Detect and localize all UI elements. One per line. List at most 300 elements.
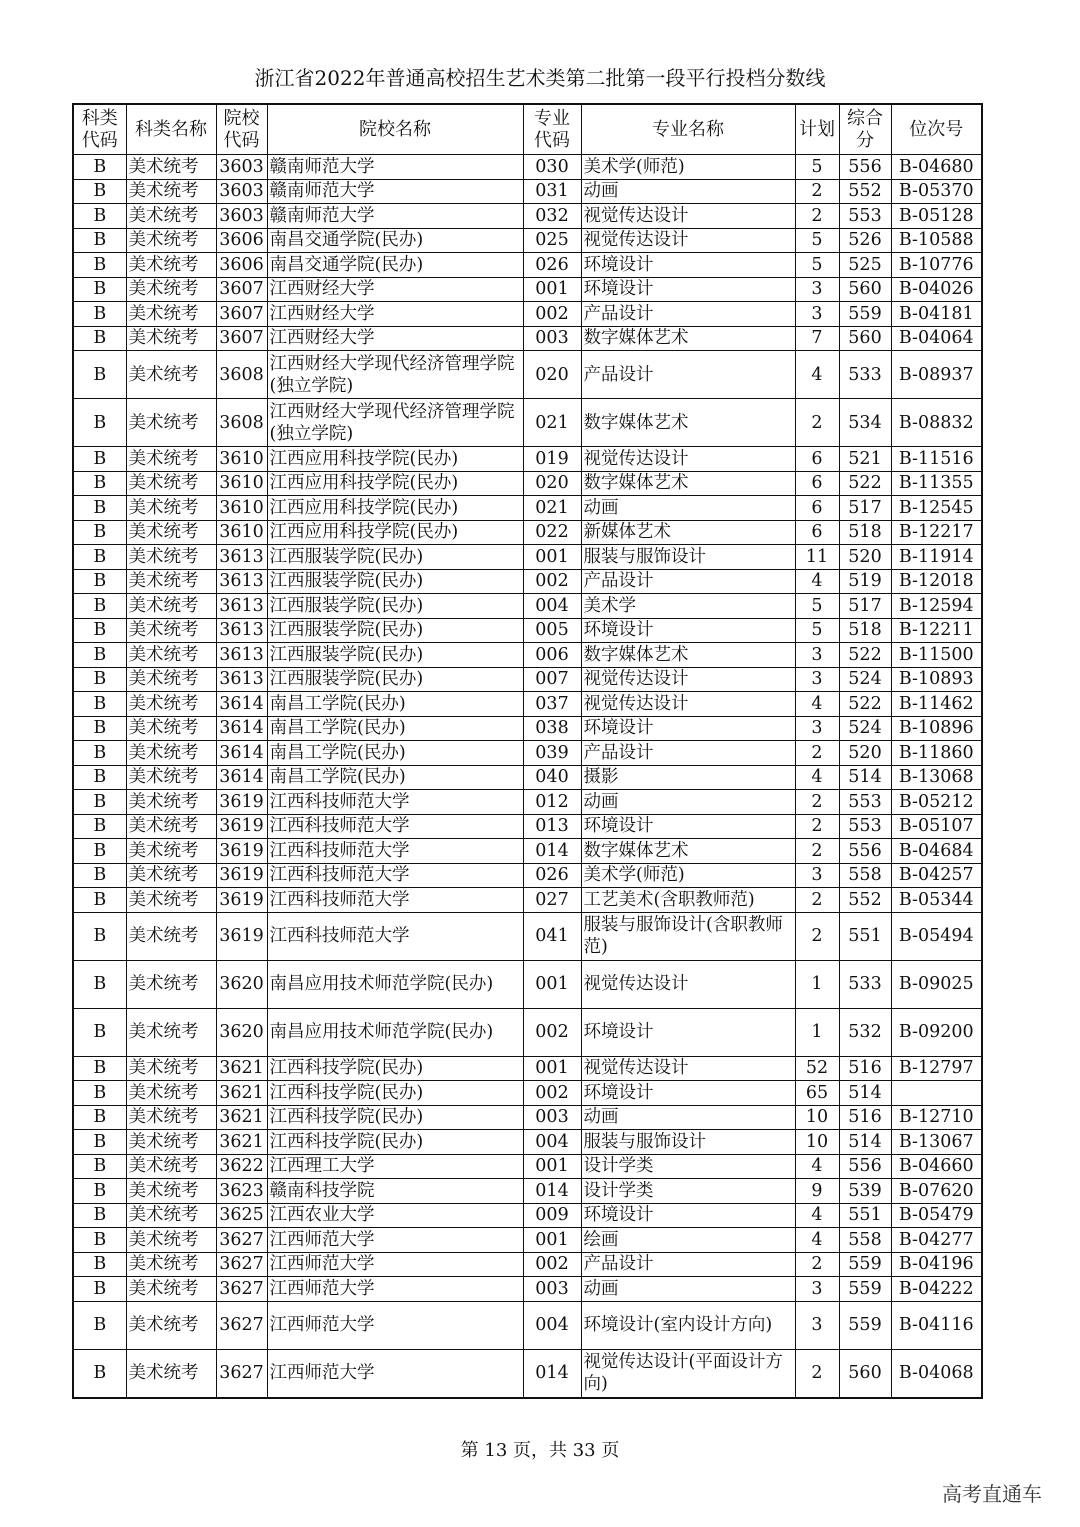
table-cell: 产品设计 [581,741,795,766]
table-cell: 江西农业大学 [267,1203,523,1228]
table-cell: 3 [795,277,839,302]
table-row [73,447,982,472]
table-row [73,1081,982,1106]
table-row [73,912,982,960]
table-cell: 2 [795,1349,839,1398]
table-cell: 服装与服饰设计 [581,545,795,570]
table-cell: B-12594 [891,594,982,619]
table-cell: B [73,618,126,643]
table-cell: B [73,1105,126,1130]
table-cell: B-10893 [891,667,982,692]
table-row [73,765,982,790]
table-cell: B [73,960,126,1008]
table-cell: 020 [523,471,581,496]
table-cell: 赣南师范大学 [267,155,523,180]
table-row [73,960,982,1008]
table-cell: 007 [523,667,581,692]
table-cell: B-11462 [891,692,982,717]
table-cell: 3603 [216,179,267,204]
table-row [73,888,982,913]
table-cell: 560 [839,326,891,351]
table-cell: 520 [839,741,891,766]
table-cell: 031 [523,179,581,204]
table-cell: 江西财经大学 [267,326,523,351]
table-cell: 3627 [216,1277,267,1302]
table-cell: 南昌交通学院(民办) [267,228,523,253]
table-cell: 014 [523,1349,581,1398]
table-cell: 美术统考 [126,618,216,643]
table-row [73,471,982,496]
table-cell: 绘画 [581,1228,795,1253]
table-cell: 美术统考 [126,351,216,399]
table-cell: 环境设计 [581,1081,795,1106]
table-cell: 1 [795,1008,839,1056]
table-cell: B [73,1349,126,1398]
table-cell: 517 [839,496,891,521]
table-cell: 039 [523,741,581,766]
table-row [73,1130,982,1155]
table-cell: 环境设计 [581,277,795,302]
table-cell: B-11355 [891,471,982,496]
watermark: 高考直通车 [942,1482,1042,1506]
table-cell: 环境设计(室内设计方向) [581,1301,795,1349]
table-cell: 江西服装学院(民办) [267,594,523,619]
table-cell: 美术统考 [126,765,216,790]
table-cell: 3619 [216,863,267,888]
table-cell: B [73,277,126,302]
table-cell: 3607 [216,326,267,351]
table-cell: 032 [523,204,581,229]
table-cell: B-04680 [891,155,982,180]
table-row [73,1056,982,1081]
table-cell: B [73,716,126,741]
table-row [73,1008,982,1056]
table-cell: 11 [795,545,839,570]
table-cell: 3621 [216,1081,267,1106]
table-cell: 3603 [216,155,267,180]
table-cell: 动画 [581,1105,795,1130]
table-cell: 516 [839,1056,891,1081]
table-row [73,1105,982,1130]
table-cell: 3 [795,863,839,888]
table-cell: 江西应用科技学院(民办) [267,447,523,472]
table-cell: 江西师范大学 [267,1301,523,1349]
table-cell: 526 [839,228,891,253]
table-cell: 美术统考 [126,1008,216,1056]
table-row [73,179,982,204]
table-cell: 559 [839,302,891,327]
table-cell: 539 [839,1179,891,1204]
table-cell: 美术统考 [126,1056,216,1081]
table-row [73,618,982,643]
table-cell: B-12545 [891,496,982,521]
table-cell: 013 [523,814,581,839]
table-cell: B [73,912,126,960]
table-cell: 525 [839,253,891,278]
table-cell: 环境设计 [581,1203,795,1228]
table-cell: 518 [839,618,891,643]
table-cell: 514 [839,765,891,790]
table-cell: 3627 [216,1252,267,1277]
table-row [73,520,982,545]
table-cell: 美术统考 [126,839,216,864]
table-cell: 560 [839,1349,891,1398]
table-cell: 视觉传达设计 [581,667,795,692]
table-cell: 数字媒体艺术 [581,326,795,351]
table-cell: 江西服装学院(民办) [267,643,523,668]
table-cell: 5 [795,155,839,180]
table-cell: 环境设计 [581,716,795,741]
table-cell: 美术学(师范) [581,863,795,888]
table-cell: 3614 [216,741,267,766]
table-cell: 3623 [216,1179,267,1204]
table-cell: 环境设计 [581,1008,795,1056]
table-cell: 美术统考 [126,399,216,447]
table-cell: 美术统考 [126,1301,216,1349]
header-cell: 计划 [795,104,839,155]
table-row [73,692,982,717]
table-cell: 美术统考 [126,326,216,351]
table-cell: B-09200 [891,1008,982,1056]
table-cell: 美术统考 [126,912,216,960]
table-cell: 002 [523,1008,581,1056]
table-row [73,790,982,815]
table-row [73,399,982,447]
page-title: 浙江省2022年普通高校招生艺术类第二批第一段平行投档分数线 [254,66,826,90]
table-cell: B-07620 [891,1179,982,1204]
table-cell: B [73,1228,126,1253]
table-cell: 521 [839,447,891,472]
table-cell: 5 [795,618,839,643]
table-cell: 3 [795,1301,839,1349]
table-cell: B [73,863,126,888]
table-cell: 001 [523,1154,581,1179]
table-cell: 美术统考 [126,667,216,692]
table-cell: B-12710 [891,1105,982,1130]
table-cell: 3614 [216,692,267,717]
table-cell: 美术统考 [126,447,216,472]
table-cell: 江西科技学院(民办) [267,1105,523,1130]
table-cell: B-04660 [891,1154,982,1179]
table-row [73,863,982,888]
table-cell: 6 [795,447,839,472]
table-cell: 江西财经大学 [267,302,523,327]
table-cell: 014 [523,839,581,864]
header-cell: 科类名称 [126,104,216,155]
table-cell: B [73,1154,126,1179]
table-cell: 美术统考 [126,716,216,741]
table-cell: 516 [839,1105,891,1130]
table-cell: 2 [795,1252,839,1277]
table-cell: 3613 [216,545,267,570]
table-cell: B-04181 [891,302,982,327]
table-cell: B [73,326,126,351]
table-cell: 037 [523,692,581,717]
table-cell: 美术统考 [126,520,216,545]
table-cell: 江西科技学院(民办) [267,1056,523,1081]
table-row [73,326,982,351]
table-cell: B [73,253,126,278]
table-cell: 520 [839,545,891,570]
table-cell: B-04068 [891,1349,982,1398]
table-cell: 10 [795,1105,839,1130]
table-cell: 江西师范大学 [267,1277,523,1302]
table-cell: B [73,1301,126,1349]
table-cell: 江西科技学院(民办) [267,1081,523,1106]
table-row [73,643,982,668]
table-cell: 美术统考 [126,228,216,253]
table-cell: 美术统考 [126,496,216,521]
table-cell: 美术统考 [126,960,216,1008]
table-cell: 美术统考 [126,253,216,278]
table-row [73,814,982,839]
table-cell: 视觉传达设计 [581,692,795,717]
table-cell: B [73,179,126,204]
table-cell: 3627 [216,1228,267,1253]
table-cell: B [73,204,126,229]
table-row [73,1301,982,1349]
table-row [73,667,982,692]
table-cell: 南昌应用技术师范学院(民办) [267,960,523,1008]
table-cell: 动画 [581,179,795,204]
table-cell: 3603 [216,204,267,229]
table-cell: 559 [839,1252,891,1277]
table-cell: B-04116 [891,1301,982,1349]
table-cell: B-11860 [891,741,982,766]
table-cell: 美术统考 [126,888,216,913]
table-cell: 赣南师范大学 [267,179,523,204]
table-cell: 产品设计 [581,302,795,327]
table-cell: 2 [795,790,839,815]
table-cell: 产品设计 [581,569,795,594]
table-cell: 6 [795,520,839,545]
table-cell: 美术统考 [126,1203,216,1228]
table-cell: 003 [523,326,581,351]
table-cell: 江西科技师范大学 [267,888,523,913]
table-cell: 2 [795,204,839,229]
table-cell: 数字媒体艺术 [581,399,795,447]
table-cell: 553 [839,204,891,229]
table-cell: 517 [839,594,891,619]
table-cell: 3619 [216,888,267,913]
table-row [73,351,982,399]
table-cell: 534 [839,399,891,447]
table-cell: 3613 [216,643,267,668]
table-cell: B-11914 [891,545,982,570]
table-cell: 558 [839,1228,891,1253]
table-row [73,228,982,253]
table-cell: 2 [795,741,839,766]
table-cell: 021 [523,496,581,521]
table-cell: 江西服装学院(民办) [267,618,523,643]
table-row [73,253,982,278]
table-cell: B [73,741,126,766]
table-cell: 556 [839,839,891,864]
table-cell: 江西科技师范大学 [267,814,523,839]
table-cell: 3 [795,643,839,668]
table-row [73,1349,982,1398]
table-cell: B [73,765,126,790]
table-cell: 3606 [216,228,267,253]
table-cell: 553 [839,790,891,815]
table-cell: B [73,228,126,253]
table-cell: 4 [795,351,839,399]
table-cell: 美术统考 [126,1130,216,1155]
table-cell: 003 [523,1277,581,1302]
table-cell: 524 [839,716,891,741]
table-cell: 4 [795,569,839,594]
table-cell: 005 [523,618,581,643]
header-cell: 专业代码 [523,104,581,155]
table-body [73,155,982,1398]
table-cell: 江西财经大学 [267,277,523,302]
header-cell: 专业名称 [581,104,795,155]
table-cell: B [73,447,126,472]
table-cell: 南昌应用技术师范学院(民办) [267,1008,523,1056]
table-cell: B-12018 [891,569,982,594]
table-cell: 产品设计 [581,351,795,399]
table-cell: 美术统考 [126,1252,216,1277]
table-cell: 美术统考 [126,594,216,619]
table-cell: 环境设计 [581,253,795,278]
table-cell: 65 [795,1081,839,1106]
table-cell: 服装与服饰设计(含职教师范) [581,912,795,960]
table-cell: 美术统考 [126,1228,216,1253]
table-cell: 3622 [216,1154,267,1179]
table-cell: B-13068 [891,765,982,790]
table-cell: B-05370 [891,179,982,204]
table-cell: B-04257 [891,863,982,888]
table-cell: 519 [839,569,891,594]
table-row [73,204,982,229]
table-cell: 551 [839,912,891,960]
table-cell: 视觉传达设计 [581,228,795,253]
table-cell: 040 [523,765,581,790]
table-row [73,1203,982,1228]
table-cell: 3607 [216,277,267,302]
table-cell: B [73,692,126,717]
table-cell: 559 [839,1301,891,1349]
table-cell: B-04064 [891,326,982,351]
table-row [73,741,982,766]
table-cell: 视觉传达设计 [581,1056,795,1081]
table-cell: B-04684 [891,839,982,864]
table-cell: 3621 [216,1130,267,1155]
table-cell: 南昌工学院(民办) [267,741,523,766]
table-cell: 533 [839,960,891,1008]
table-cell: 产品设计 [581,1252,795,1277]
table-cell: 江西应用科技学院(民办) [267,496,523,521]
table-cell: 美术学(师范) [581,155,795,180]
table-cell: 美术统考 [126,692,216,717]
table-cell: 视觉传达设计 [581,960,795,1008]
table-cell: 3627 [216,1349,267,1398]
table-cell: B-04222 [891,1277,982,1302]
table-cell: 3 [795,302,839,327]
table-cell: 560 [839,277,891,302]
header-cell: 院校代码 [216,104,267,155]
table-cell: 3 [795,1277,839,1302]
table-cell: 019 [523,447,581,472]
table-cell: B-05479 [891,1203,982,1228]
table-cell: 新媒体艺术 [581,520,795,545]
table-cell: 美术统考 [126,863,216,888]
table-cell: 012 [523,790,581,815]
table-cell: B [73,302,126,327]
table-cell: 556 [839,1154,891,1179]
table-cell: 数字媒体艺术 [581,839,795,864]
table-cell: 服装与服饰设计 [581,1130,795,1155]
table-cell: 001 [523,545,581,570]
table-cell: 522 [839,643,891,668]
table-cell: B-13067 [891,1130,982,1155]
table-cell: 552 [839,179,891,204]
table-cell: B [73,1081,126,1106]
table-cell: 030 [523,155,581,180]
table-row [73,569,982,594]
table-cell: 3619 [216,790,267,815]
table-cell: 3619 [216,912,267,960]
table-cell: 2 [795,814,839,839]
table-cell: 江西理工大学 [267,1154,523,1179]
table-cell: 1 [795,960,839,1008]
table-cell: B-09025 [891,960,982,1008]
table-cell: B-12211 [891,618,982,643]
table-cell: 美术统考 [126,1277,216,1302]
table-cell: 江西财经大学现代经济管理学院(独立学院) [267,399,523,447]
table-cell: 3610 [216,447,267,472]
table-cell: 江西财经大学现代经济管理学院(独立学院) [267,351,523,399]
table-cell: 江西科技师范大学 [267,839,523,864]
table-cell: 5 [795,228,839,253]
table-cell: 3 [795,716,839,741]
table-cell: 3614 [216,716,267,741]
table-cell: B [73,594,126,619]
table-cell: 环境设计 [581,618,795,643]
table-cell: 设计学类 [581,1154,795,1179]
table-cell: B [73,496,126,521]
table-cell: B [73,155,126,180]
table-cell: 江西师范大学 [267,1349,523,1398]
table-cell: 5 [795,253,839,278]
table-cell: 014 [523,1179,581,1204]
table-cell: B-05212 [891,790,982,815]
table-cell: 美术统考 [126,1179,216,1204]
table-cell: 2 [795,179,839,204]
table-cell: B [73,814,126,839]
table-cell: 3613 [216,618,267,643]
table-cell: 025 [523,228,581,253]
table-cell [891,1081,982,1106]
table-cell: B [73,1252,126,1277]
table-cell: B [73,1203,126,1228]
table-cell: 021 [523,399,581,447]
table-cell: 3619 [216,814,267,839]
table-cell: B-05128 [891,204,982,229]
table-cell: 553 [839,814,891,839]
table-cell: 江西科技师范大学 [267,863,523,888]
table-cell: 3610 [216,471,267,496]
table-cell: B [73,790,126,815]
table-cell: 002 [523,569,581,594]
header-cell: 院校名称 [267,104,523,155]
table-cell: B-10588 [891,228,982,253]
table-cell: 4 [795,1203,839,1228]
table-row [73,716,982,741]
table-cell: 551 [839,1203,891,1228]
table-cell: 3625 [216,1203,267,1228]
table-cell: 美术统考 [126,814,216,839]
